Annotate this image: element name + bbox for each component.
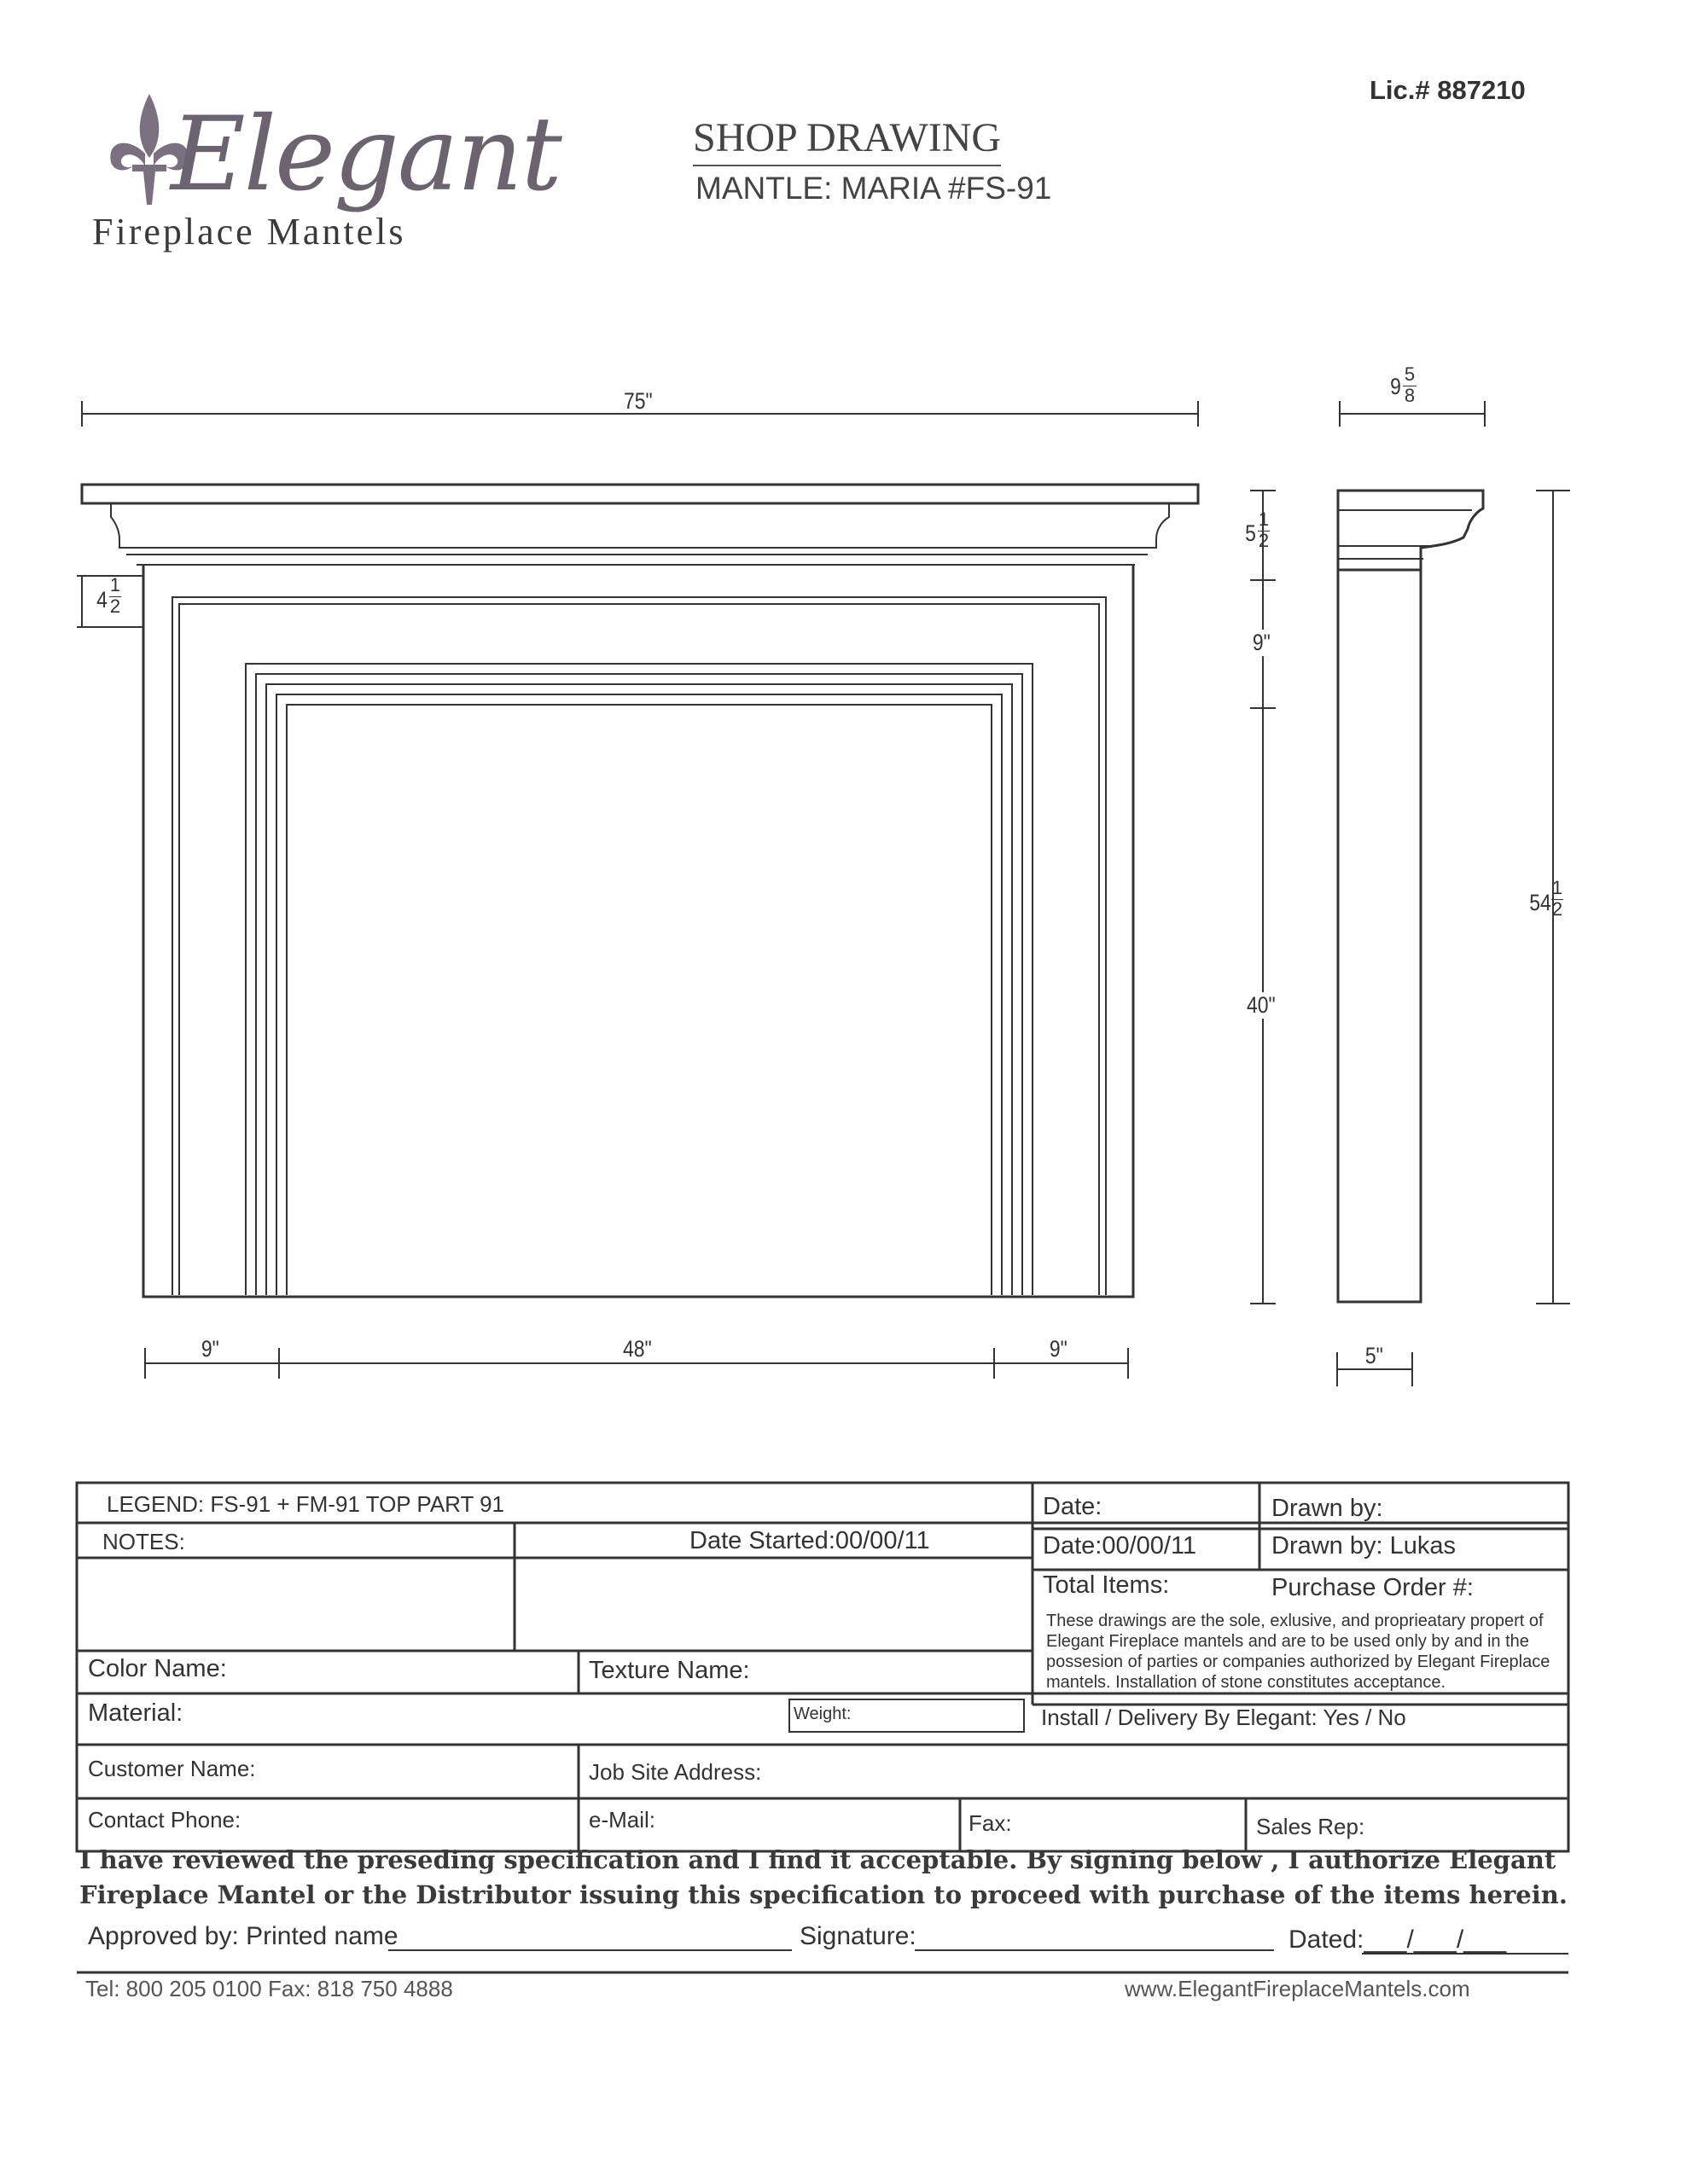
date-started: Date Started:00/00/11 <box>689 1527 930 1554</box>
dim-leg-depth: 5" <box>1364 1343 1383 1368</box>
material-field[interactable]: Material: <box>88 1699 183 1727</box>
dim-frieze-height: 9" <box>1252 630 1271 655</box>
notes-label: NOTES: <box>102 1529 185 1554</box>
contact-phone-field[interactable]: Contact Phone: <box>88 1807 241 1833</box>
approved-by-field[interactable]: Approved by: Printed name <box>88 1922 398 1950</box>
dim-frieze-left-den: 2 <box>109 595 121 617</box>
total-items: Total Items: <box>1043 1571 1170 1599</box>
logo-script-text: Elegant <box>171 96 561 214</box>
dim-shelf-height-num: 1 <box>1258 508 1270 530</box>
logo-subtitle: Fireplace Mantels <box>92 211 406 253</box>
license-number: Lic.# 887210 <box>1370 75 1526 105</box>
dim-leg-left: 9" <box>201 1336 219 1362</box>
install-delivery-option[interactable]: Install / Delivery By Elegant: Yes / No <box>1041 1705 1406 1730</box>
color-name-field[interactable]: Color Name: <box>88 1655 227 1682</box>
weight-field[interactable]: Weight: <box>794 1705 852 1723</box>
purchase-order: Purchase Order #: <box>1271 1574 1474 1601</box>
texture-name-field[interactable]: Texture Name: <box>589 1657 750 1684</box>
email-field[interactable]: e-Mail: <box>589 1807 656 1833</box>
footer-website: www.ElegantFireplaceMantels.com <box>1125 1976 1470 2001</box>
signature-field[interactable]: Signature: <box>800 1922 916 1950</box>
dim-shelf-height-den: 2 <box>1258 530 1270 551</box>
dim-depth-top-den: 8 <box>1404 385 1416 406</box>
date-label: Date: <box>1043 1493 1102 1520</box>
drawn-by-label: Drawn by: <box>1271 1495 1383 1522</box>
dim-total-height: 54 <box>1529 890 1551 915</box>
drawn-by-value: Drawn by: Lukas <box>1271 1532 1456 1560</box>
dim-opening-height: 40" <box>1246 992 1276 1018</box>
dim-frieze-left: 4 <box>96 587 108 613</box>
footer-phone: Tel: 800 205 0100 Fax: 818 750 4888 <box>85 1976 453 2001</box>
sales-rep-field[interactable]: Sales Rep: <box>1256 1814 1365 1839</box>
dim-opening-width: 48" <box>622 1336 652 1362</box>
dim-depth-top: 9 <box>1390 374 1401 399</box>
customer-name-field[interactable]: Customer Name: <box>88 1756 256 1781</box>
dim-overall-width: 75" <box>623 388 653 414</box>
dim-depth-top-num: 5 <box>1404 363 1416 385</box>
dim-frieze-left-num: 1 <box>109 574 121 595</box>
job-site-address-field[interactable]: Job Site Address: <box>589 1759 762 1785</box>
legend-label: LEGEND: FS-91 + FM-91 TOP PART 91 <box>107 1491 505 1517</box>
authorization-statement: I have reviewed the preseding specification and I find it acceptable. By signing below , I authorize Elegant Fireplace Mantel or the Distributor issuing this specification to proceed with purchase of the items herein. <box>79 1845 1568 1909</box>
dim-total-height-den: 2 <box>1551 898 1563 920</box>
dim-total-height-num: 1 <box>1551 877 1563 898</box>
dim-leg-right: 9" <box>1049 1336 1067 1362</box>
date-value: Date:00/00/11 <box>1043 1532 1197 1560</box>
dated-field[interactable]: Dated:___/___/___ <box>1289 1926 1507 1954</box>
disclaimer-text: These drawings are the sole, exlusive, and proprieatary propert of Elegant Fireplace mantels and are to be used only by and in the possesion of parties or companies authorized by Elegant Fireplace mantels. Installation of stone constitutes acceptance. <box>1046 1612 1550 1692</box>
page-subtitle: MANTLE: MARIA #FS-91 <box>695 171 1052 206</box>
dim-shelf-height: 5 <box>1245 520 1256 546</box>
fax-field[interactable]: Fax: <box>969 1810 1012 1836</box>
page-title: SHOP DRAWING <box>693 114 1001 166</box>
